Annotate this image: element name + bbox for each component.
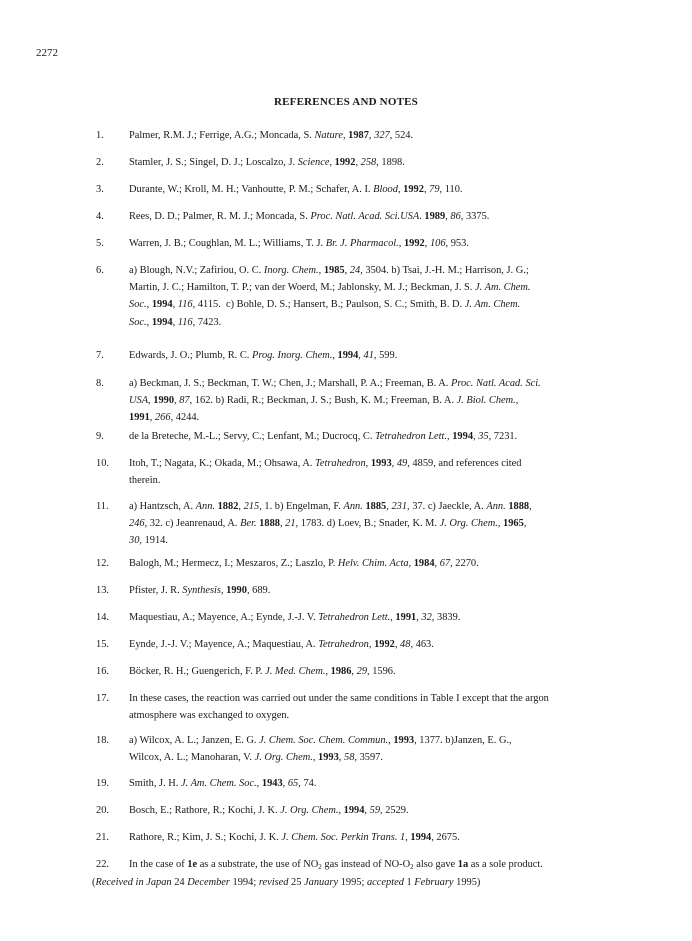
- text-run: (: [92, 877, 96, 888]
- text-run: , 953.: [445, 238, 469, 249]
- text-run: ,: [146, 316, 152, 328]
- text-run: ,: [386, 501, 392, 512]
- text-run: a) Wilcox, A. L.; Janzen, E. G.: [129, 735, 260, 746]
- reference-number: 17.: [96, 693, 109, 704]
- text-run: 29: [356, 666, 368, 677]
- text-run: 48: [400, 639, 411, 650]
- text-run: Warren, J. B.; Coughlan, M. L.; Williams, T. J.: [129, 238, 326, 249]
- text-run: ,: [515, 395, 519, 407]
- text-run: Br. J. Pharmacol.: [325, 238, 399, 249]
- text-run: 1994: [410, 832, 432, 843]
- text-run: USA: [129, 395, 149, 407]
- text-run: Rees, D. D.; Palmer, R. M. J.; Moncada, S.: [129, 211, 311, 222]
- text-run: a) Beckman, J. S.; Beckman, T. W.; Chen, J.; Marshall, P. A.; Freeman, B. A.: [129, 378, 451, 389]
- text-run: ,: [355, 157, 361, 168]
- text-run: 86: [450, 211, 461, 222]
- reference-line: [129, 830, 596, 846]
- text-run: , 2270.: [450, 558, 479, 569]
- text-run: 2: [318, 863, 322, 871]
- text-run: Balogh, M.; Hermecz, I.; Meszaros, Z.; Laszlo, P.: [129, 558, 338, 569]
- text-run: 1: [403, 877, 415, 888]
- text-run: Tetrahedron Lett.: [375, 431, 448, 442]
- text-run: ,: [256, 778, 262, 789]
- reference-number: 5.: [96, 238, 104, 249]
- reference-line: [129, 637, 596, 653]
- text-run: ,: [397, 184, 404, 195]
- text-run: 106: [429, 238, 446, 249]
- text-run: Ber.: [240, 518, 257, 530]
- reference-line: [129, 263, 596, 279]
- text-run: ,: [342, 130, 349, 141]
- text-run: 87: [179, 395, 190, 407]
- text-run: 1993: [370, 458, 392, 469]
- text-run: ,: [368, 130, 375, 141]
- reference-line: [129, 209, 596, 225]
- text-run: 49: [396, 458, 408, 469]
- text-run: Ann.: [195, 501, 215, 512]
- text-run: J. Am. Chem.: [464, 299, 521, 311]
- reference-number: 4.: [96, 211, 104, 222]
- text-run: ,: [368, 639, 375, 650]
- text-run: Tetrahedron Lett.: [318, 612, 391, 623]
- reference-number: 18.: [96, 735, 109, 746]
- text-run: 1992: [403, 184, 424, 195]
- reference-line: [129, 315, 596, 331]
- reference-number: 7.: [96, 350, 104, 361]
- text-run: ,: [338, 805, 344, 816]
- text-run: de la Breteche, M.-L.; Servy, C.; Lenfant, M.; Ducrocq, C.: [129, 431, 376, 442]
- text-run: also gave: [413, 859, 458, 870]
- text-run: Tetrahedron: [318, 639, 369, 650]
- text-run: 116: [177, 316, 193, 328]
- text-run: ,: [282, 778, 288, 789]
- text-run: ,: [408, 558, 414, 569]
- text-run: , 1596.: [367, 666, 396, 677]
- text-run: , 2675.: [431, 832, 460, 843]
- text-run: , 599.: [373, 350, 398, 361]
- text-run: 1995;: [338, 877, 367, 888]
- text-run: 327: [374, 130, 390, 141]
- text-run: 1985: [323, 265, 345, 276]
- text-run: J. Org. Chem.: [439, 518, 498, 530]
- text-run: In these cases, the reaction was carried out under the same conditions in Table I except that the argon: [129, 693, 549, 704]
- text-run: ,: [423, 184, 430, 195]
- text-run: 1990: [153, 395, 175, 407]
- text-run: Soc.: [129, 316, 147, 328]
- reference-line: [129, 429, 596, 445]
- text-run: 1992: [403, 238, 425, 249]
- text-run: 35: [478, 431, 489, 442]
- reference-line: [129, 776, 596, 792]
- reference-line: [129, 583, 596, 599]
- text-run: a) Hantzsch, A.: [129, 501, 196, 512]
- text-run: ,: [338, 752, 344, 764]
- text-run: ,: [172, 299, 178, 311]
- text-run: 258: [360, 157, 377, 168]
- reference-number: 10.: [96, 458, 109, 469]
- text-run: J. Chem. Soc. Chem. Commun.: [259, 735, 389, 746]
- text-run: 1987: [348, 130, 369, 141]
- text-run: 67: [439, 558, 451, 569]
- text-run: , 3839.: [431, 612, 461, 623]
- text-run: .: [419, 211, 425, 222]
- text-run: 1984: [413, 558, 435, 569]
- text-run: 1a: [457, 859, 469, 870]
- text-run: 30: [129, 535, 140, 547]
- text-run: , 4244.: [170, 412, 200, 424]
- reference-line: [129, 664, 596, 680]
- text-run: J. Org. Chem.: [254, 752, 313, 764]
- text-run: , 3504. b) Tsai, J.-H. M.; Harrison, J. G.;: [360, 265, 529, 276]
- reference-line: [129, 733, 596, 749]
- text-run: , 1914.: [139, 535, 168, 547]
- reference-number: 22.: [96, 859, 109, 870]
- text-run: Ann.: [343, 501, 363, 512]
- reference-line: [129, 348, 596, 364]
- text-run: Proc. Natl. Acad. Sci.: [450, 378, 541, 389]
- text-run: J. Chem. Soc. Perkin Trans. 1: [281, 832, 406, 843]
- text-run: , 1377. b)Janzen, E. G.,: [414, 735, 512, 746]
- reference-line: [129, 236, 596, 252]
- reference-number: 8.: [96, 378, 104, 389]
- text-run: Itoh, T.; Nagata, K.; Okada, M.; Ohsawa, A.: [129, 458, 316, 469]
- reference-line: [129, 128, 596, 144]
- text-run: ,: [220, 585, 227, 596]
- reference-line: [129, 803, 596, 819]
- text-run: ,: [149, 412, 155, 424]
- text-run: accepted: [366, 877, 404, 888]
- text-run: Smith, J. H.: [129, 778, 181, 789]
- text-run: ,: [329, 157, 335, 168]
- text-run: Rathore, R.; Kim, J. S.; Kochi, J. K.: [129, 832, 282, 843]
- text-run: Maquestiau, A.; Mayence, A.; Eynde, J.-J. V.: [129, 612, 319, 623]
- reference-number: 3.: [96, 184, 104, 195]
- text-run: ,: [172, 316, 178, 328]
- text-run: ,: [388, 735, 394, 746]
- received-dates-note: [92, 877, 480, 888]
- text-run: J. Biol. Chem.: [456, 395, 516, 407]
- reference-number: 6.: [96, 265, 104, 276]
- text-run: Received in Japan: [95, 877, 172, 888]
- reference-number: 9.: [96, 431, 104, 442]
- text-run: 25: [288, 877, 305, 888]
- text-run: a) Blough, N.V.; Zafiriou, O. C.: [129, 265, 264, 276]
- text-run: ,: [434, 558, 440, 569]
- text-run: as a sole product.: [468, 859, 543, 870]
- text-run: ,: [279, 518, 286, 530]
- text-run: , 1783. d) Loev, B.; Snader, K. M.: [295, 518, 440, 530]
- text-run: , 7423.: [192, 316, 222, 328]
- text-run: 24: [171, 877, 188, 888]
- text-run: 1994: [452, 431, 474, 442]
- text-run: Synthesis: [182, 585, 221, 596]
- text-run: 2: [410, 863, 414, 871]
- reference-number: 12.: [96, 558, 109, 569]
- text-run: 1994;: [229, 877, 259, 888]
- reference-line: [129, 297, 596, 313]
- text-run: Soc.: [129, 299, 147, 311]
- text-run: ,: [325, 666, 331, 677]
- reference-line: [129, 456, 596, 472]
- text-run: Ann.: [486, 501, 506, 512]
- text-run: , 4115. c) Bohle, D. S.; Hansert, B.; Paulson, S. C.; Smith, B. D.: [192, 299, 465, 311]
- text-run: 231: [391, 501, 408, 512]
- text-run: , 37. c) Jaeckle, A.: [407, 501, 487, 512]
- text-run: 59: [369, 805, 381, 816]
- text-run: December: [187, 877, 230, 888]
- text-run: revised: [258, 877, 289, 888]
- text-run: 246: [129, 518, 145, 530]
- text-run: Proc. Natl. Acad. Sci.USA: [310, 211, 420, 222]
- reference-line: [129, 499, 596, 515]
- reference-line: [129, 410, 596, 426]
- text-run: 1965: [503, 518, 524, 530]
- text-run: ,: [344, 265, 350, 276]
- text-run: Böcker, R. H.; Guengerich, F. P.: [129, 666, 266, 677]
- text-run: 1993: [318, 752, 339, 764]
- reference-line: [129, 610, 596, 626]
- reference-number: 14.: [96, 612, 109, 623]
- text-run: ,: [312, 752, 319, 764]
- reference-line: [129, 393, 596, 409]
- text-run: 1986: [330, 666, 352, 677]
- text-run: , 2529.: [380, 805, 409, 816]
- reference-line: [129, 750, 596, 766]
- text-run: February: [414, 877, 454, 888]
- text-run: 1990: [226, 585, 247, 596]
- text-run: Bosch, E.; Rathore, R.; Kochi, J. K.: [129, 805, 281, 816]
- text-run: 1943: [261, 778, 283, 789]
- text-run: ,: [318, 265, 324, 276]
- text-run: ,: [390, 612, 396, 623]
- text-run: ,: [424, 238, 430, 249]
- text-run: Inorg. Chem.: [263, 265, 319, 276]
- text-run: Tetrahedron: [315, 458, 366, 469]
- text-run: Science: [297, 157, 330, 168]
- reference-line: [129, 155, 596, 171]
- text-run: 1991: [129, 412, 150, 424]
- reference-number: 19.: [96, 778, 109, 789]
- text-run: therein.: [129, 475, 161, 487]
- text-run: , 1. b) Engelman, F.: [259, 501, 344, 512]
- text-run: J. Am. Chem. Soc.: [180, 778, 257, 789]
- text-run: ,: [447, 431, 453, 442]
- text-run: Helv. Chim. Acta: [337, 558, 409, 569]
- text-run: 1e: [187, 859, 198, 870]
- text-run: Nature: [314, 130, 343, 141]
- text-run: 1994: [151, 316, 173, 328]
- text-run: ,: [391, 458, 397, 469]
- text-run: , 524.: [389, 130, 414, 141]
- reference-line: [129, 691, 596, 707]
- text-run: , 689.: [246, 585, 271, 596]
- text-run: , 162. b) Radi, R.; Beckman, J. S.; Bush, K. M.; Freeman, B. A.: [189, 395, 457, 407]
- text-run: Blood: [373, 184, 398, 195]
- text-run: January: [304, 877, 339, 888]
- text-run: ,: [351, 666, 357, 677]
- text-run: ,: [398, 238, 404, 249]
- reference-number: 1.: [96, 130, 104, 141]
- text-run: 116: [177, 299, 193, 311]
- text-run: ,: [146, 299, 152, 311]
- text-run: J. Med. Chem.: [265, 666, 326, 677]
- reference-line: [129, 376, 596, 392]
- reference-line: [129, 473, 596, 489]
- text-run: Pfister, J. R.: [129, 585, 183, 596]
- text-run: Durante, W.; Kroll, M. H.; Vanhoutte, P. M.; Schafer, A. I.: [129, 184, 374, 195]
- text-run: 1992: [374, 639, 395, 650]
- text-run: 1989: [424, 211, 446, 222]
- reference-line: [129, 708, 596, 724]
- text-run: 1994: [337, 350, 359, 361]
- text-run: ,: [238, 501, 244, 512]
- text-run: Stamler, J. S.; Singel, D. J.; Loscalzo, J.: [129, 157, 298, 168]
- text-run: , 1898.: [376, 157, 405, 168]
- text-run: ,: [364, 805, 370, 816]
- text-run: Prog. Inorg. Chem.: [251, 350, 333, 361]
- text-run: 1993: [393, 735, 415, 746]
- reference-number: 11.: [96, 501, 109, 512]
- text-run: 266: [154, 412, 171, 424]
- text-run: 24: [349, 265, 361, 276]
- reference-line: [129, 516, 596, 532]
- text-run: Eynde, J.-J. V.; Mayence, A.; Maquestiau, A.: [129, 639, 319, 650]
- reference-number: 2.: [96, 157, 104, 168]
- text-run: J. Am. Chem.: [474, 282, 531, 294]
- text-run: ,: [332, 350, 338, 361]
- text-run: 41: [363, 350, 374, 361]
- text-run: ,: [394, 639, 401, 650]
- text-run: ,: [148, 395, 154, 407]
- reference-number: 21.: [96, 832, 109, 843]
- text-run: 1992: [334, 157, 356, 168]
- text-run: , 32. c) Jeanrenaud, A.: [144, 518, 241, 530]
- text-run: 32: [421, 612, 432, 623]
- text-run: J. Org. Chem.: [280, 805, 339, 816]
- text-run: gas instead of NO-O: [321, 859, 411, 870]
- references-heading: REFERENCES AND NOTES: [274, 96, 418, 108]
- reference-number: 15.: [96, 639, 109, 650]
- text-run: 1888: [259, 518, 280, 530]
- text-run: 1885: [365, 501, 387, 512]
- text-run: 1994: [343, 805, 365, 816]
- text-run: 1882: [217, 501, 239, 512]
- text-run: ,: [405, 832, 411, 843]
- text-run: ,: [416, 612, 422, 623]
- text-run: , 463.: [410, 639, 434, 650]
- text-run: Edwards, J. O.; Plumb, R. C.: [129, 350, 252, 361]
- text-run: ,: [358, 350, 364, 361]
- text-run: , 110.: [439, 184, 463, 195]
- text-run: , 7231.: [488, 431, 518, 442]
- text-run: 58: [344, 752, 355, 764]
- reference-line: [129, 533, 596, 549]
- text-run: , 3375.: [460, 211, 490, 222]
- text-run: ,: [529, 501, 532, 512]
- reference-number: 13.: [96, 585, 109, 596]
- text-run: 1991: [395, 612, 417, 623]
- text-run: 1995): [453, 877, 481, 888]
- text-run: ,: [473, 431, 479, 442]
- text-run: 65: [287, 778, 299, 789]
- text-run: Palmer, R.M. J.; Ferrige, A.G.; Moncada, S.: [129, 130, 315, 141]
- page-number: 2272: [36, 47, 58, 59]
- text-run: 21: [285, 518, 296, 530]
- text-run: In the case of: [129, 859, 188, 870]
- text-run: ,: [445, 211, 451, 222]
- reference-line: [129, 556, 596, 572]
- text-run: , 74.: [298, 778, 317, 789]
- text-run: as a substrate, the use of NO: [197, 859, 319, 870]
- text-run: ,: [497, 518, 504, 530]
- text-run: atmosphere was exchanged to oxygen.: [129, 710, 290, 722]
- text-run: 1888: [508, 501, 530, 512]
- reference-line: [129, 280, 596, 296]
- text-run: 79: [429, 184, 440, 195]
- text-run: Wilcox, A. L.; Manoharan, V.: [129, 752, 255, 764]
- text-run: , 3597.: [354, 752, 383, 764]
- reference-number: 16.: [96, 666, 109, 677]
- reference-line: [129, 857, 596, 875]
- reference-number: 20.: [96, 805, 109, 816]
- text-run: 215: [243, 501, 260, 512]
- text-run: ,: [523, 518, 527, 530]
- text-run: Martin, J. C.; Hamilton, T. P.; van der Woerd, M.; Jablonsky, M. J.; Beckman, J. S.: [129, 282, 475, 294]
- reference-line: [129, 182, 596, 198]
- text-run: , 4859, and references cited: [407, 458, 522, 469]
- text-run: ,: [365, 458, 371, 469]
- text-run: 1994: [151, 299, 173, 311]
- text-run: ,: [174, 395, 180, 407]
